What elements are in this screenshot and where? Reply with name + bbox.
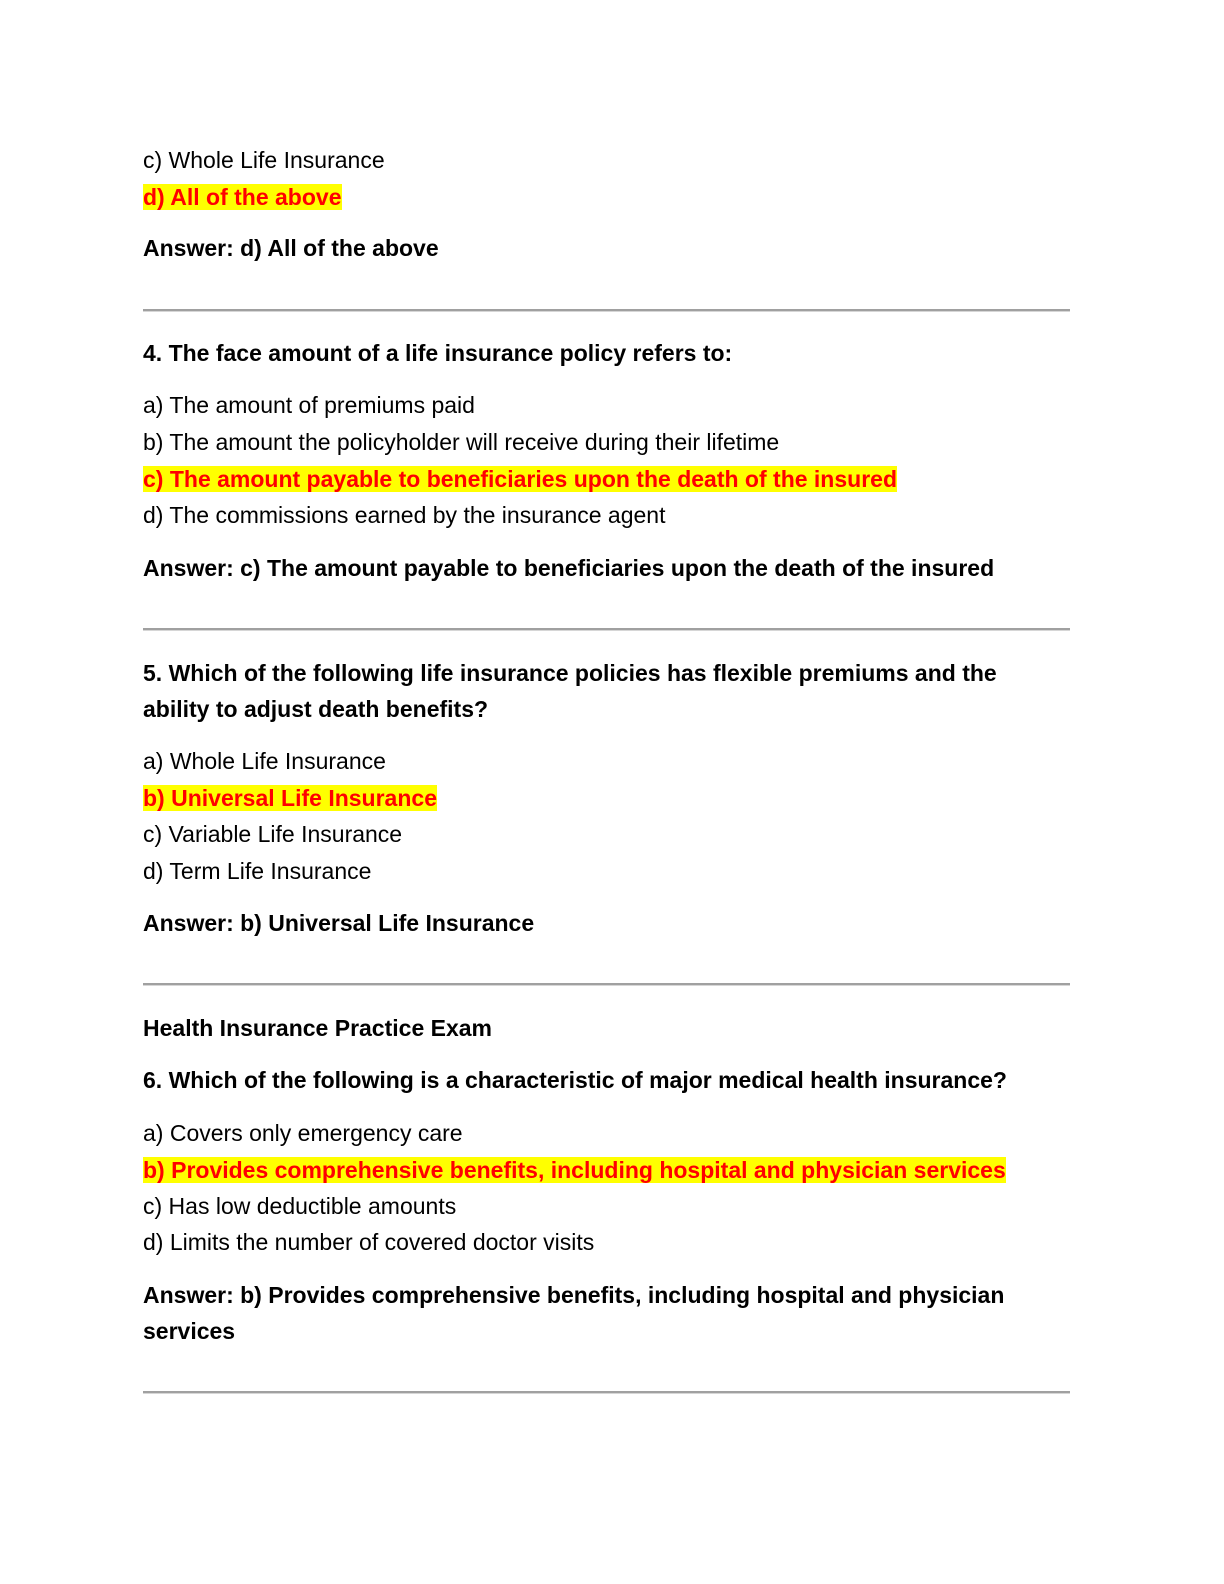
q5-option-c: c) Variable Life Insurance — [143, 821, 403, 847]
divider — [143, 983, 1070, 986]
highlighted-answer: b) Universal Life Insurance — [143, 785, 437, 811]
q6-question: 6. Which of the following is a characteristic of major medical health insurance? — [143, 1067, 1007, 1093]
q5-option-d: d) Term Life Insurance — [143, 858, 372, 884]
q3-option-d-correct — [143, 183, 342, 211]
q6-answer-line1: Answer: b) Provides comprehensive benefits, including hospital and physician — [143, 1282, 1005, 1308]
q5-option-a: a) Whole Life Insurance — [143, 748, 386, 774]
q4-answer: Answer: c) The amount payable to beneficiaries upon the death of the insured — [143, 555, 995, 581]
q5-question-line1: 5. Which of the following life insurance policies has flexible premiums and the — [143, 660, 997, 686]
divider — [143, 309, 1070, 312]
q5-question-line2: ability to adjust death benefits? — [143, 696, 489, 722]
q4-option-a: a) The amount of premiums paid — [143, 392, 475, 418]
q6-option-a: a) Covers only emergency care — [143, 1120, 463, 1146]
q3-option-c: c) Whole Life Insurance — [143, 147, 385, 173]
q3-answer: Answer: d) All of the above — [143, 235, 439, 261]
q5-option-b-correct — [143, 784, 437, 812]
divider — [143, 628, 1070, 631]
q5-answer: Answer: b) Universal Life Insurance — [143, 910, 535, 936]
q6-option-d: d) Limits the number of covered doctor visits — [143, 1229, 595, 1255]
q4-option-d: d) The commissions earned by the insurance agent — [143, 502, 666, 528]
q6-option-c: c) Has low deductible amounts — [143, 1193, 457, 1219]
highlighted-answer: d) All of the above — [143, 184, 342, 210]
q4-option-c-correct — [143, 465, 897, 493]
q6-option-b-correct — [143, 1156, 1006, 1184]
highlighted-answer: b) Provides comprehensive benefits, including hospital and physician services — [143, 1157, 1006, 1183]
q4-option-b: b) The amount the policyholder will receive during their lifetime — [143, 429, 780, 455]
section-title: Health Insurance Practice Exam — [143, 1015, 492, 1041]
highlighted-answer: c) The amount payable to beneficiaries upon the death of the insured — [143, 466, 897, 492]
q6-answer-line2: services — [143, 1318, 236, 1344]
q4-question: 4. The face amount of a life insurance policy refers to: — [143, 340, 733, 366]
divider — [143, 1391, 1070, 1394]
